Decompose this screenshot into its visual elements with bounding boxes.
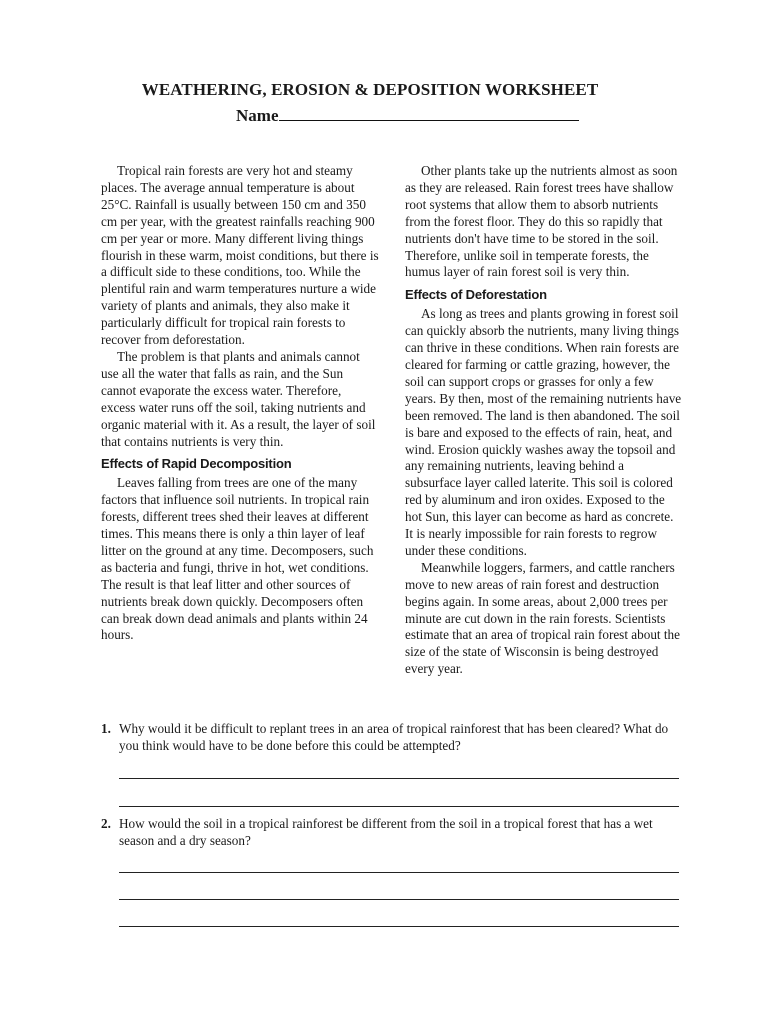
worksheet-title: WEATHERING, EROSION & DEPOSITION WORKSHEET <box>141 80 599 99</box>
heading-rapid-decomposition: Effects of Rapid Decomposition <box>101 456 292 472</box>
deforestation-paragraph-1: As long as trees and plants growing in forest soil can quickly absorb the nutrients, many living things can thrive in these conditions. When rain forests are cleared for farming or cattle grazing, however, the soil can support crops or grasses for only a few years. By then, most of the remaining nutrients have been removed. The land is then abandoned. The soil is bare and exposed to the effects of rain, heat, and wind. Erosion quickly washes away the topsoil and any remaining nutrients, leaving behind a subsurface layer called laterite. This soil is colored red by aluminum and iron oxides. Exposed to the hot Sun, this layer can become as hard as concrete. It is nearly impossible for rain forests to regrow under these conditions. <box>405 306 682 558</box>
answer-line[interactable] <box>119 926 679 927</box>
answer-line[interactable] <box>119 778 679 779</box>
question-number: 2. <box>101 816 111 831</box>
intro-paragraph-1: Tropical rain forests are very hot and steamy places. The average annual temperature is about 25°C. Rainfall is usually between 150 cm and 350 cm per year, with the greatest rainfalls reaching 900 cm per year or more. Many different living things flourish in these warm, moist conditions, but there is a difficult side to these conditions, too. While the plentiful rain and warm temperatures nurture a wide variety of plants and animals, they also make it particularly difficult for tropical rain forests to recover from deforestation. <box>101 163 379 348</box>
name-blank-line[interactable] <box>279 104 579 121</box>
name-label: Name <box>236 106 279 125</box>
heading-deforestation: Effects of Deforestation <box>405 287 547 303</box>
question-1 <box>101 721 691 754</box>
question-text: Why would it be difficult to replant trees in an area of tropical rainforest that has been cleared? What do you think would have to be done before this could be attempted? <box>119 721 669 753</box>
answer-line[interactable] <box>119 899 679 900</box>
intro-paragraph-2: The problem is that plants and animals cannot use all the water that falls as rain, and the Sun cannot evaporate the excess water. Therefore, excess water runs off the soil, taking nutrients and organic material with it. As a result, the layer of soil that contains nutrients is very thin. <box>101 348 376 449</box>
answer-line[interactable] <box>119 806 679 807</box>
left-column <box>101 163 379 644</box>
decomposition-paragraph: Leaves falling from trees are one of the many factors that influence soil nutrients. In tropical rain forests, different trees shed their leaves at different times. This means there is only a thin layer of leaf litter on the ground at any time. Decomposers, such as bacteria and fungi, thrive in hot, wet conditions. The result is that leaf litter and other sources of nutrients break down quickly. Decomposers often can break down dead animals and plants within 24 hours. <box>101 475 374 643</box>
question-text: How would the soil in a tropical rainforest be different from the soil in a tropical forest that has a wet season and a dry season? <box>119 816 653 848</box>
nutrients-paragraph: Other plants take up the nutrients almost as soon as they are released. Rain forest trees have shallow root systems that allow them to absorb nutrients from the forest floor. They do this so rapidly that nutrients don't have time to be stored in the soil. Therefore, unlike soil in temperate forests, the humus layer of rain forest soil is very thin. <box>405 163 678 280</box>
questions-section <box>101 721 691 754</box>
question-number: 1. <box>101 721 111 736</box>
answer-line[interactable] <box>119 872 679 873</box>
name-field[interactable] <box>236 104 579 126</box>
question-2 <box>101 816 691 849</box>
questions-section-2 <box>101 816 691 849</box>
right-column <box>405 163 683 678</box>
deforestation-paragraph-2: Meanwhile loggers, farmers, and cattle ranchers move to new areas of rain forest and destruction begins again. In some areas, about 2,000 trees per minute are cut down in the rain forests. Scientists estimate that an area of tropical rain forest about the size of the state of Wisconsin is being destroyed every year. <box>405 559 680 677</box>
